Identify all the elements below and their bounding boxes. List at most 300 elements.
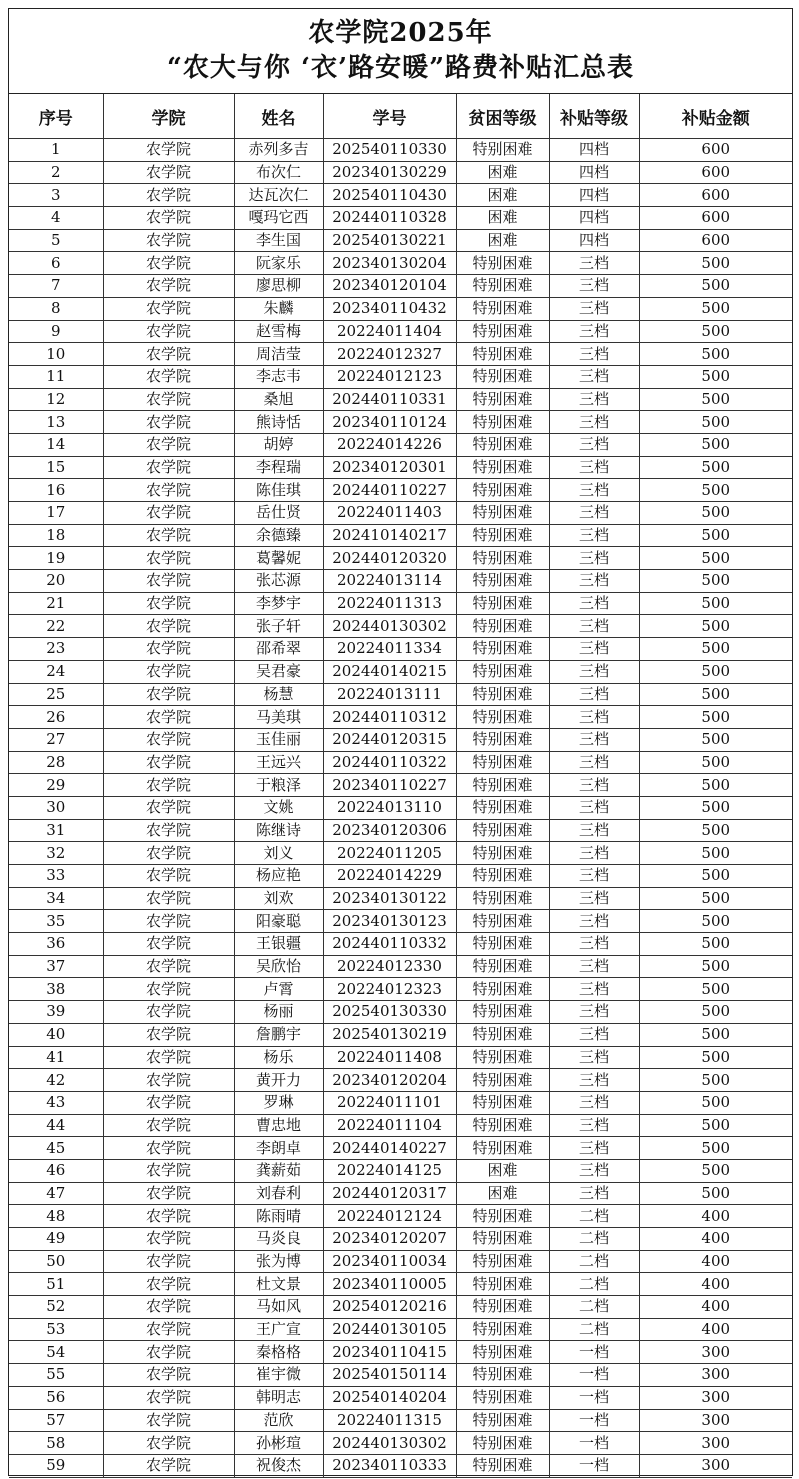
cell-col-amount: 500	[639, 706, 792, 729]
table-row	[9, 819, 792, 842]
table-row	[9, 728, 792, 751]
cell-col-subsidy-level: 三档	[549, 1114, 639, 1137]
cell-col-index: 38	[9, 978, 103, 1001]
cell-col-amount: 300	[639, 1432, 792, 1455]
cell-col-poverty-level: 特别困难	[456, 1205, 549, 1228]
cell-col-name: 李程瑞	[234, 456, 323, 479]
cell-col-amount: 500	[639, 388, 792, 411]
cell-col-college: 农学院	[103, 683, 234, 706]
cell-col-name: 孙彬瑄	[234, 1432, 323, 1455]
cell-col-student-id: 202340110415	[323, 1341, 456, 1364]
cell-col-subsidy-level: 三档	[549, 433, 639, 456]
cell-col-amount: 500	[639, 683, 792, 706]
cell-col-subsidy-level: 三档	[549, 1023, 639, 1046]
cell-col-poverty-level: 特别困难	[456, 1228, 549, 1251]
cell-col-index: 40	[9, 1023, 103, 1046]
cell-col-amount: 500	[639, 433, 792, 456]
cell-col-poverty-level: 特别困难	[456, 978, 549, 1001]
table-row	[9, 1069, 792, 1092]
cell-col-amount: 500	[639, 1182, 792, 1205]
cell-col-subsidy-level: 三档	[549, 411, 639, 434]
table-row	[9, 320, 792, 343]
cell-col-subsidy-level: 三档	[549, 365, 639, 388]
cell-col-college: 农学院	[103, 524, 234, 547]
cell-col-name: 杜文景	[234, 1273, 323, 1296]
cell-col-student-id: 202540130221	[323, 229, 456, 252]
cell-col-amount: 300	[639, 1454, 792, 1477]
cell-col-index: 25	[9, 683, 103, 706]
cell-col-index: 17	[9, 502, 103, 525]
cell-col-amount: 500	[639, 1091, 792, 1114]
cell-col-college: 农学院	[103, 1341, 234, 1364]
table-row	[9, 706, 792, 729]
cell-col-student-id: 20224011404	[323, 320, 456, 343]
cell-col-index: 39	[9, 1001, 103, 1024]
table-row	[9, 433, 792, 456]
cell-col-name: 赵雪梅	[234, 320, 323, 343]
cell-col-index: 5	[9, 229, 103, 252]
table-row	[9, 275, 792, 298]
cell-col-college: 农学院	[103, 1250, 234, 1273]
cell-col-name: 李朗卓	[234, 1137, 323, 1160]
cell-col-student-id: 20224013111	[323, 683, 456, 706]
table-row	[9, 1205, 792, 1228]
subsidy-table	[9, 94, 792, 1478]
cell-col-name: 阳豪聪	[234, 910, 323, 933]
cell-col-student-id: 202440120317	[323, 1182, 456, 1205]
cell-col-name: 王广宣	[234, 1318, 323, 1341]
cell-col-poverty-level: 特别困难	[456, 660, 549, 683]
cell-col-index: 22	[9, 615, 103, 638]
cell-col-student-id: 202340130204	[323, 252, 456, 275]
cell-col-subsidy-level: 三档	[549, 275, 639, 298]
cell-col-name: 罗琳	[234, 1091, 323, 1114]
cell-col-index: 12	[9, 388, 103, 411]
table-row	[9, 910, 792, 933]
cell-col-name: 秦格格	[234, 1341, 323, 1364]
cell-col-index: 37	[9, 955, 103, 978]
cell-col-poverty-level: 特别困难	[456, 728, 549, 751]
cell-col-amount: 500	[639, 1114, 792, 1137]
table-header	[9, 94, 792, 139]
cell-col-student-id: 202340130229	[323, 161, 456, 184]
cell-col-name: 玉佳丽	[234, 728, 323, 751]
cell-col-name: 文姚	[234, 796, 323, 819]
cell-col-subsidy-level: 三档	[549, 1182, 639, 1205]
cell-col-name: 刘义	[234, 842, 323, 865]
cell-col-college: 农学院	[103, 1091, 234, 1114]
cell-col-index: 47	[9, 1182, 103, 1205]
cell-col-name: 马如风	[234, 1296, 323, 1319]
table-row	[9, 1182, 792, 1205]
cell-col-name: 朱麟	[234, 297, 323, 320]
cell-col-poverty-level: 特别困难	[456, 865, 549, 888]
table-row	[9, 456, 792, 479]
cell-col-amount: 500	[639, 570, 792, 593]
cell-col-amount: 500	[639, 365, 792, 388]
cell-col-amount: 500	[639, 842, 792, 865]
table-row	[9, 1228, 792, 1251]
cell-col-student-id: 202340110005	[323, 1273, 456, 1296]
cell-col-student-id: 202540150114	[323, 1364, 456, 1387]
table-row	[9, 774, 792, 797]
cell-col-name: 吴君豪	[234, 660, 323, 683]
cell-col-student-id: 202440130302	[323, 1432, 456, 1455]
cell-col-poverty-level: 特别困难	[456, 751, 549, 774]
cell-col-name: 张子轩	[234, 615, 323, 638]
cell-col-index: 33	[9, 865, 103, 888]
cell-col-poverty-level: 特别困难	[456, 1091, 549, 1114]
cell-col-index: 23	[9, 638, 103, 661]
cell-col-name: 龚薪茹	[234, 1159, 323, 1182]
cell-col-poverty-level: 特别困难	[456, 1341, 549, 1364]
header-col-subsidy-level: 补贴等级	[549, 94, 639, 139]
cell-col-index: 30	[9, 796, 103, 819]
cell-col-poverty-level: 特别困难	[456, 592, 549, 615]
cell-col-college: 农学院	[103, 706, 234, 729]
cell-col-student-id: 202340110034	[323, 1250, 456, 1273]
header-col-poverty-level: 贫困等级	[456, 94, 549, 139]
cell-col-poverty-level: 特别困难	[456, 433, 549, 456]
cell-col-poverty-level: 特别困难	[456, 502, 549, 525]
cell-col-index: 6	[9, 252, 103, 275]
cell-col-poverty-level: 特别困难	[456, 1273, 549, 1296]
cell-col-name: 杨丽	[234, 1001, 323, 1024]
table-row	[9, 297, 792, 320]
cell-col-college: 农学院	[103, 229, 234, 252]
cell-col-poverty-level: 特别困难	[456, 479, 549, 502]
cell-col-student-id: 202440120320	[323, 547, 456, 570]
cell-col-poverty-level: 特别困难	[456, 1114, 549, 1137]
table-row	[9, 343, 792, 366]
cell-col-name: 廖思柳	[234, 275, 323, 298]
cell-col-student-id: 202340120301	[323, 456, 456, 479]
cell-col-index: 35	[9, 910, 103, 933]
cell-col-name: 阮家乐	[234, 252, 323, 275]
cell-col-subsidy-level: 三档	[549, 1046, 639, 1069]
table-row	[9, 842, 792, 865]
cell-col-index: 42	[9, 1069, 103, 1092]
cell-col-subsidy-level: 三档	[549, 1069, 639, 1092]
cell-col-poverty-level: 特别困难	[456, 1137, 549, 1160]
cell-col-subsidy-level: 二档	[549, 1318, 639, 1341]
table-row	[9, 751, 792, 774]
cell-col-name: 张芯源	[234, 570, 323, 593]
cell-col-student-id: 20224013110	[323, 796, 456, 819]
header-row	[9, 94, 792, 139]
cell-col-college: 农学院	[103, 365, 234, 388]
table-row	[9, 161, 792, 184]
cell-col-index: 34	[9, 887, 103, 910]
cell-col-student-id: 202440110328	[323, 207, 456, 230]
cell-col-poverty-level: 特别困难	[456, 524, 549, 547]
cell-col-amount: 400	[639, 1296, 792, 1319]
cell-col-student-id: 202340110333	[323, 1454, 456, 1477]
table-row	[9, 660, 792, 683]
cell-col-college: 农学院	[103, 1137, 234, 1160]
cell-col-student-id: 20224014229	[323, 865, 456, 888]
cell-col-index: 28	[9, 751, 103, 774]
table-row	[9, 1364, 792, 1387]
cell-col-amount: 500	[639, 479, 792, 502]
cell-col-index: 2	[9, 161, 103, 184]
cell-col-subsidy-level: 三档	[549, 910, 639, 933]
cell-col-student-id: 202340110227	[323, 774, 456, 797]
cell-col-college: 农学院	[103, 388, 234, 411]
cell-col-poverty-level: 特别困难	[456, 456, 549, 479]
cell-col-amount: 300	[639, 1341, 792, 1364]
cell-col-poverty-level: 特别困难	[456, 1069, 549, 1092]
cell-col-index: 16	[9, 479, 103, 502]
cell-col-amount: 500	[639, 910, 792, 933]
cell-col-poverty-level: 特别困难	[456, 343, 549, 366]
header-col-index: 序号	[9, 94, 103, 139]
cell-col-college: 农学院	[103, 1046, 234, 1069]
cell-col-index: 3	[9, 184, 103, 207]
table-row	[9, 1001, 792, 1024]
cell-col-subsidy-level: 三档	[549, 660, 639, 683]
cell-col-student-id: 202440130105	[323, 1318, 456, 1341]
cell-col-college: 农学院	[103, 1386, 234, 1409]
cell-col-subsidy-level: 四档	[549, 207, 639, 230]
table-row	[9, 524, 792, 547]
cell-col-college: 农学院	[103, 1114, 234, 1137]
cell-col-student-id: 202540110330	[323, 139, 456, 162]
document-sheet	[8, 8, 793, 1476]
cell-col-poverty-level: 特别困难	[456, 615, 549, 638]
cell-col-subsidy-level: 一档	[549, 1454, 639, 1477]
cell-col-poverty-level: 特别困难	[456, 1364, 549, 1387]
table-row	[9, 1046, 792, 1069]
cell-col-amount: 400	[639, 1205, 792, 1228]
table-row	[9, 388, 792, 411]
cell-col-amount: 500	[639, 411, 792, 434]
cell-col-amount: 500	[639, 592, 792, 615]
cell-col-name: 陈继诗	[234, 819, 323, 842]
cell-col-student-id: 202340130123	[323, 910, 456, 933]
cell-col-poverty-level: 特别困难	[456, 706, 549, 729]
cell-col-poverty-level: 困难	[456, 1182, 549, 1205]
cell-col-college: 农学院	[103, 1023, 234, 1046]
table-row	[9, 1432, 792, 1455]
cell-col-amount: 500	[639, 819, 792, 842]
cell-col-student-id: 20224011315	[323, 1409, 456, 1432]
cell-col-student-id: 20224011101	[323, 1091, 456, 1114]
cell-col-amount: 500	[639, 728, 792, 751]
cell-col-college: 农学院	[103, 1318, 234, 1341]
cell-col-poverty-level: 特别困难	[456, 1386, 549, 1409]
cell-col-poverty-level: 特别困难	[456, 547, 549, 570]
cell-col-subsidy-level: 三档	[549, 728, 639, 751]
cell-col-amount: 500	[639, 887, 792, 910]
cell-col-college: 农学院	[103, 184, 234, 207]
cell-col-index: 49	[9, 1228, 103, 1251]
cell-col-college: 农学院	[103, 728, 234, 751]
cell-col-name: 曹忠地	[234, 1114, 323, 1137]
cell-col-index: 19	[9, 547, 103, 570]
cell-col-name: 黄开力	[234, 1069, 323, 1092]
cell-col-amount: 500	[639, 1137, 792, 1160]
header-col-name: 姓名	[234, 94, 323, 139]
cell-col-student-id: 202340120104	[323, 275, 456, 298]
cell-col-student-id: 202540120216	[323, 1296, 456, 1319]
title-block	[9, 9, 792, 94]
cell-col-subsidy-level: 三档	[549, 955, 639, 978]
table-row	[9, 1409, 792, 1432]
cell-col-name: 李生国	[234, 229, 323, 252]
cell-col-subsidy-level: 四档	[549, 184, 639, 207]
table-row	[9, 1318, 792, 1341]
cell-col-student-id: 20224011205	[323, 842, 456, 865]
cell-col-subsidy-level: 三档	[549, 388, 639, 411]
cell-col-poverty-level: 特别困难	[456, 955, 549, 978]
table-row	[9, 479, 792, 502]
cell-col-name: 于粮泽	[234, 774, 323, 797]
cell-col-subsidy-level: 二档	[549, 1205, 639, 1228]
cell-col-subsidy-level: 三档	[549, 1137, 639, 1160]
cell-col-subsidy-level: 二档	[549, 1228, 639, 1251]
cell-col-poverty-level: 特别困难	[456, 933, 549, 956]
cell-col-poverty-level: 特别困难	[456, 796, 549, 819]
cell-col-college: 农学院	[103, 592, 234, 615]
cell-col-index: 54	[9, 1341, 103, 1364]
cell-col-index: 41	[9, 1046, 103, 1069]
cell-col-index: 48	[9, 1205, 103, 1228]
cell-col-poverty-level: 困难	[456, 229, 549, 252]
table-row	[9, 229, 792, 252]
cell-col-index: 58	[9, 1432, 103, 1455]
cell-col-poverty-level: 特别困难	[456, 887, 549, 910]
cell-col-name: 祝俊杰	[234, 1454, 323, 1477]
cell-col-amount: 500	[639, 1001, 792, 1024]
cell-col-subsidy-level: 三档	[549, 570, 639, 593]
cell-col-student-id: 202440120315	[323, 728, 456, 751]
cell-col-poverty-level: 特别困难	[456, 1318, 549, 1341]
cell-col-name: 詹鹏宇	[234, 1023, 323, 1046]
cell-col-amount: 500	[639, 865, 792, 888]
table-row	[9, 683, 792, 706]
cell-col-student-id: 202340120207	[323, 1228, 456, 1251]
cell-col-poverty-level: 特别困难	[456, 910, 549, 933]
cell-col-college: 农学院	[103, 502, 234, 525]
cell-col-name: 刘春利	[234, 1182, 323, 1205]
cell-col-college: 农学院	[103, 865, 234, 888]
cell-col-index: 56	[9, 1386, 103, 1409]
cell-col-subsidy-level: 三档	[549, 502, 639, 525]
cell-col-name: 余德臻	[234, 524, 323, 547]
cell-col-amount: 600	[639, 207, 792, 230]
table-row	[9, 1091, 792, 1114]
cell-col-student-id: 202340110124	[323, 411, 456, 434]
cell-col-name: 嘎玛它西	[234, 207, 323, 230]
cell-col-college: 农学院	[103, 547, 234, 570]
table-row	[9, 547, 792, 570]
cell-col-amount: 500	[639, 252, 792, 275]
cell-col-amount: 500	[639, 1159, 792, 1182]
table-row	[9, 1023, 792, 1046]
cell-col-student-id: 20224012330	[323, 955, 456, 978]
cell-col-index: 21	[9, 592, 103, 615]
cell-col-name: 岳仕贤	[234, 502, 323, 525]
header-col-college: 学院	[103, 94, 234, 139]
cell-col-index: 24	[9, 660, 103, 683]
cell-col-poverty-level: 特别困难	[456, 1454, 549, 1477]
cell-col-college: 农学院	[103, 774, 234, 797]
cell-col-name: 赤列多吉	[234, 139, 323, 162]
table-row	[9, 955, 792, 978]
cell-col-index: 14	[9, 433, 103, 456]
header-col-student-id: 学号	[323, 94, 456, 139]
cell-col-college: 农学院	[103, 1182, 234, 1205]
cell-col-index: 46	[9, 1159, 103, 1182]
cell-col-college: 农学院	[103, 751, 234, 774]
cell-col-index: 51	[9, 1273, 103, 1296]
cell-col-college: 农学院	[103, 320, 234, 343]
cell-col-college: 农学院	[103, 887, 234, 910]
table-row	[9, 570, 792, 593]
cell-col-college: 农学院	[103, 842, 234, 865]
cell-col-amount: 500	[639, 456, 792, 479]
cell-col-poverty-level: 特别困难	[456, 320, 549, 343]
cell-col-student-id: 202440110312	[323, 706, 456, 729]
title-line-2: “农大与你 ‘衣’路安暖”路费补贴汇总表	[166, 53, 635, 83]
cell-col-subsidy-level: 四档	[549, 161, 639, 184]
cell-col-subsidy-level: 三档	[549, 842, 639, 865]
cell-col-index: 32	[9, 842, 103, 865]
cell-col-index: 52	[9, 1296, 103, 1319]
cell-col-poverty-level: 特别困难	[456, 683, 549, 706]
cell-col-amount: 500	[639, 1046, 792, 1069]
cell-col-subsidy-level: 三档	[549, 774, 639, 797]
cell-col-college: 农学院	[103, 433, 234, 456]
cell-col-student-id: 202440140215	[323, 660, 456, 683]
cell-col-student-id: 20224011104	[323, 1114, 456, 1137]
cell-col-subsidy-level: 三档	[549, 252, 639, 275]
cell-col-poverty-level: 困难	[456, 161, 549, 184]
cell-col-index: 8	[9, 297, 103, 320]
table-row	[9, 615, 792, 638]
cell-col-college: 农学院	[103, 343, 234, 366]
cell-col-poverty-level: 特别困难	[456, 388, 549, 411]
cell-col-college: 农学院	[103, 1432, 234, 1455]
cell-col-poverty-level: 特别困难	[456, 1250, 549, 1273]
table-row	[9, 411, 792, 434]
cell-col-poverty-level: 特别困难	[456, 1001, 549, 1024]
table-row	[9, 184, 792, 207]
cell-col-college: 农学院	[103, 955, 234, 978]
cell-col-student-id: 20224014125	[323, 1159, 456, 1182]
table-row	[9, 1341, 792, 1364]
cell-col-subsidy-level: 三档	[549, 479, 639, 502]
cell-col-amount: 600	[639, 139, 792, 162]
cell-col-poverty-level: 困难	[456, 207, 549, 230]
table-row	[9, 252, 792, 275]
cell-col-amount: 400	[639, 1318, 792, 1341]
cell-col-amount: 500	[639, 502, 792, 525]
cell-col-amount: 600	[639, 184, 792, 207]
cell-col-college: 农学院	[103, 638, 234, 661]
table-row	[9, 1386, 792, 1409]
cell-col-student-id: 202340120204	[323, 1069, 456, 1092]
cell-col-college: 农学院	[103, 1454, 234, 1477]
cell-col-subsidy-level: 三档	[549, 1001, 639, 1024]
cell-col-index: 53	[9, 1318, 103, 1341]
cell-col-subsidy-level: 三档	[549, 683, 639, 706]
table-row	[9, 1159, 792, 1182]
cell-col-poverty-level: 特别困难	[456, 819, 549, 842]
cell-col-student-id: 20224012327	[323, 343, 456, 366]
cell-col-poverty-level: 困难	[456, 1159, 549, 1182]
